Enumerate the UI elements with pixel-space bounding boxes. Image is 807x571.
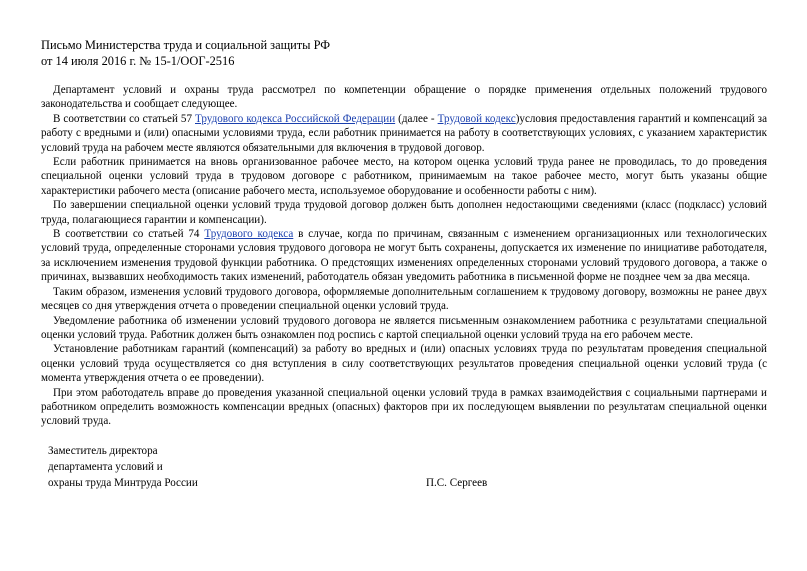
paragraph-article-57	[41, 112, 767, 155]
paragraph-article-74	[41, 227, 767, 285]
paragraph-completion: По завершении специальной оценки условий труда трудовой договор должен быть дополнен недостающими сведениями (класс (подкласс) условий труда, полагающиеся гарантии и компенсации).	[41, 199, 767, 226]
paragraph-notification: Уведомление работника об изменении условий трудового договора не является письменным ознакомлением работника с результатами специальной оценки условий труда. Работник должен быть ознакомлен под роспись с картой специальной оценки условий труда на его рабочем месте.	[41, 314, 767, 341]
labor-code-link[interactable]: Трудовой кодекс	[437, 112, 516, 125]
document-title: Письмо Министерства труда и социальной защиты РФ	[41, 38, 331, 52]
document	[41, 38, 767, 491]
document-date-number: от 14 июля 2016 г. № 15-1/ООГ-2516	[41, 53, 235, 68]
labor-code-link-74[interactable]: Трудового кодекса	[204, 228, 294, 241]
paragraph-text: в случае, когда по причинам, связанным с изменением организационных или технологических условий труда, определенные сторонами условия трудового договора не могут быть сохранены, допускается их изменение по инициативе работодателя, за исключением изменения трудовой функции работника. О предстоящих изменениях определенных сторонами условий трудового договора, а также о причинах, вызвавших необходимость таких изменений, работодатель обязан уведомить работника в письменной форме не позднее чем за два месяца.	[41, 228, 767, 284]
paragraph-guarantees: Установление работникам гарантий (компенсаций) за работу во вредных и (или) опасных условиях труда по результатам проведения специальной оценки условий труда осуществляется со дня вступления в силу соответствующих результатов проведения специальной оценки условий труда (с момента утверждения отчета о ее проведении).	[41, 343, 767, 385]
paragraph-text: )условия предоставления гарантий и компенсаций за работу с вредными и (или) опасными условиями труда, если работник принимается на работу в соответствующих условиях, с указанием характеристик условий труда на рабочем месте являются обязательными для включения в трудовой договор.	[41, 112, 767, 154]
document-header	[41, 38, 767, 69]
signature-position	[41, 443, 767, 492]
paragraph-intro: Департамент условий и охраны труда рассмотрел по компетенции обращение о порядке применения отдельных положений трудового законодательства и сообщает следующее.	[41, 84, 767, 111]
signature-line-1: Заместитель директора	[48, 444, 158, 457]
paragraph-new-workplace: Если работник принимается на вновь организованное рабочее место, на котором оценка условий труда ранее не проводилась, то до проведения специальной оценки условий труда в трудовом договоре с работником, принимаемым на такое рабочее место, могут быть указаны общие характеристики рабочего места (описание рабочего места, используемое оборудование и особенности работы с ним).	[41, 156, 767, 197]
signatory-name: П.С. Сергеев	[426, 476, 488, 489]
paragraph-text: (далее -	[395, 112, 438, 125]
paragraph-text: В соответствии со статьей 57	[53, 112, 195, 125]
labor-code-rf-link[interactable]: Трудового кодекса Российской Федерации	[195, 112, 396, 125]
paragraph-text: В соответствии со статьей 74	[53, 228, 205, 241]
signature-block	[41, 443, 767, 492]
signature-line-2: департамента условий и	[48, 460, 163, 473]
document-body	[41, 83, 767, 429]
paragraph-conclusion: Таким образом, изменения условий трудового договора, оформляемые дополнительным соглашением к трудовому договору, возможны не ранее двух месяцев со дня утверждения отчета о проведении специальной оценки условий труда.	[41, 285, 767, 313]
signature-line-3: охраны труда Минтруда России	[48, 477, 198, 490]
paragraph-employer-right: При этом работодатель вправе до проведения указанной специальной оценки условий труда в рамках взаимодействия с социальными партнерами и работником определить возможность компенсации вредных (опасных) факторов при их последующем выявлении по результатам специальной оценки условий труда.	[41, 386, 767, 428]
